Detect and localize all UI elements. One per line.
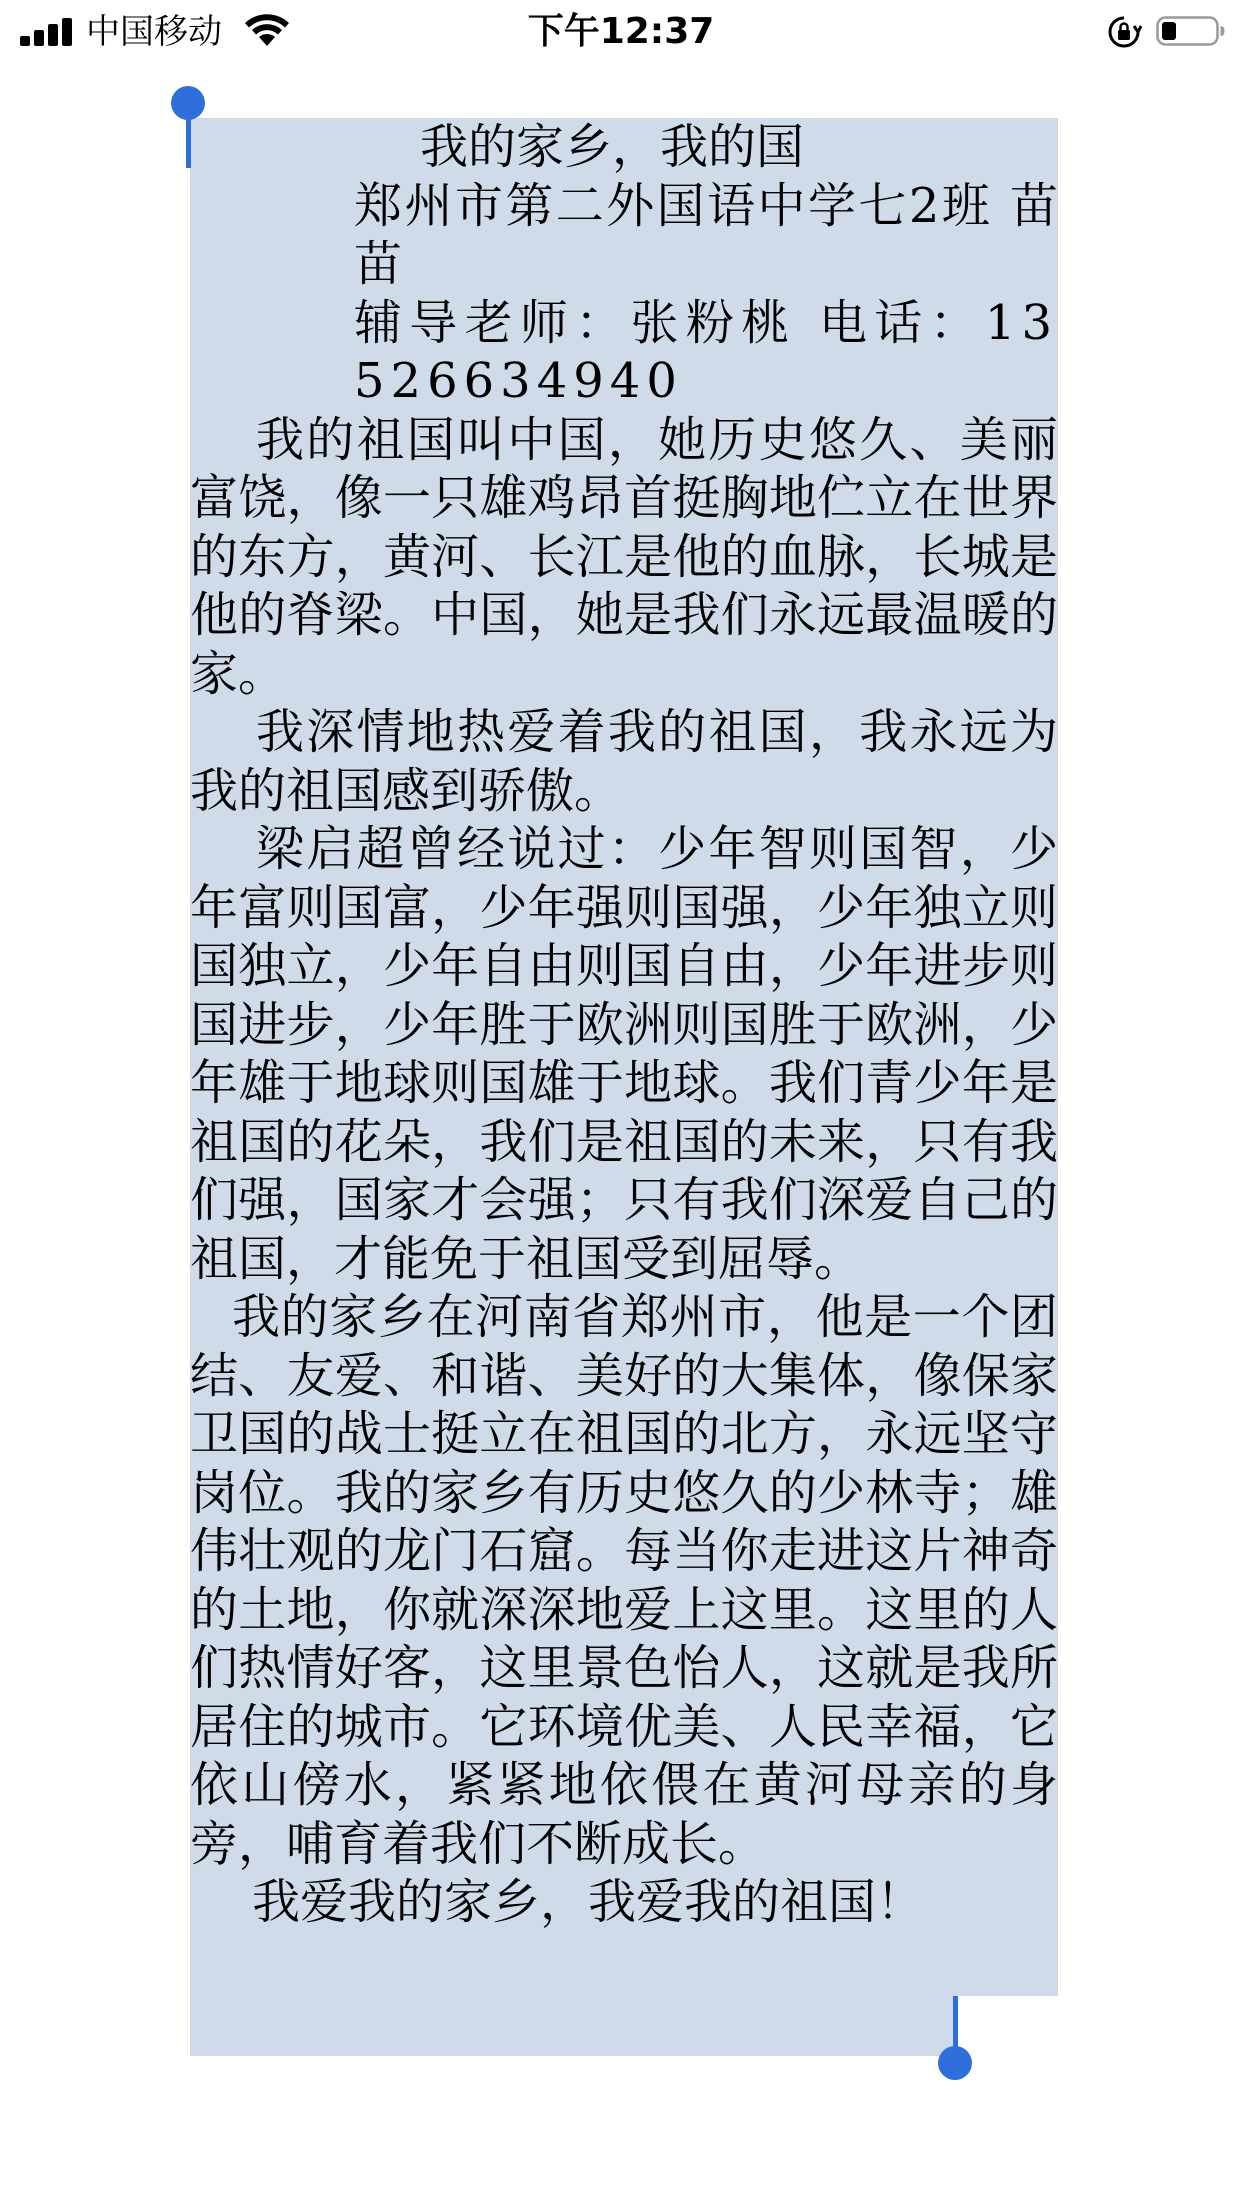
- paragraph: 我的家乡在河南省郑州市，他是一个团结、友爱、和谐、美好的大集体，像保家卫国的战士挺立在祖国的北方，永远坚守岗位。我的家乡有历史悠久的少林寺；雄伟壮观的龙门石窟。每当你走进这片神奇的土地，你就深深地爱上这里。这里的人们热情好客，这里景色怡人，这就是我所居住的城市。它环境优美、人民幸福，它依山傍水，紧紧地依偎在黄河母亲的身旁，哺育着我们不断成长。: [190, 1289, 1058, 1872]
- document-title: 我的家乡，我的国: [420, 119, 805, 175]
- paragraph: 我爱我的家乡，我爱我的祖国！: [252, 1874, 925, 1930]
- paragraph: 我深情地热爱着我的祖国，我永远为我的祖国感到骄傲。: [190, 704, 1058, 819]
- document-body: [190, 118, 1058, 1932]
- orientation-lock-icon: [1106, 14, 1142, 50]
- document-teacher: 辅导老师：张粉桃 电话：13526634940: [354, 294, 1058, 409]
- status-bar: [0, 0, 1242, 62]
- text-selection-highlight-last-line: [190, 1996, 956, 2056]
- battery-icon: [1156, 14, 1226, 48]
- paragraph: 我的祖国叫中国，她历史悠久、美丽富饶，像一只雄鸡昂首挺胸地伫立在世界的东方，黄河、长江是他的血脉，长城是他的脊梁。中国，她是我们永远最温暖的家。: [190, 411, 1058, 702]
- selection-end-knob[interactable]: [938, 2046, 972, 2080]
- paragraph: 梁启超曾经说过：少年智则国智，少年富则国富，少年强则国强，少年独立则国独立，少年自由则国自由，少年进步则国进步，少年胜于欧洲则国胜于欧洲，少年雄于地球则国雄于地球。我们青少年是祖国的花朵，我们是祖国的未来，只有我们强，国家才会强；只有我们深爱自己的祖国，才能免于祖国受到屈辱。: [190, 821, 1058, 1287]
- document-author: 郑州市第二外国语中学七2班 苗苗: [354, 177, 1058, 292]
- carrier-name: 中国移动: [86, 12, 222, 52]
- selection-start-knob[interactable]: [171, 86, 205, 120]
- status-time: 下午12:37: [527, 11, 715, 52]
